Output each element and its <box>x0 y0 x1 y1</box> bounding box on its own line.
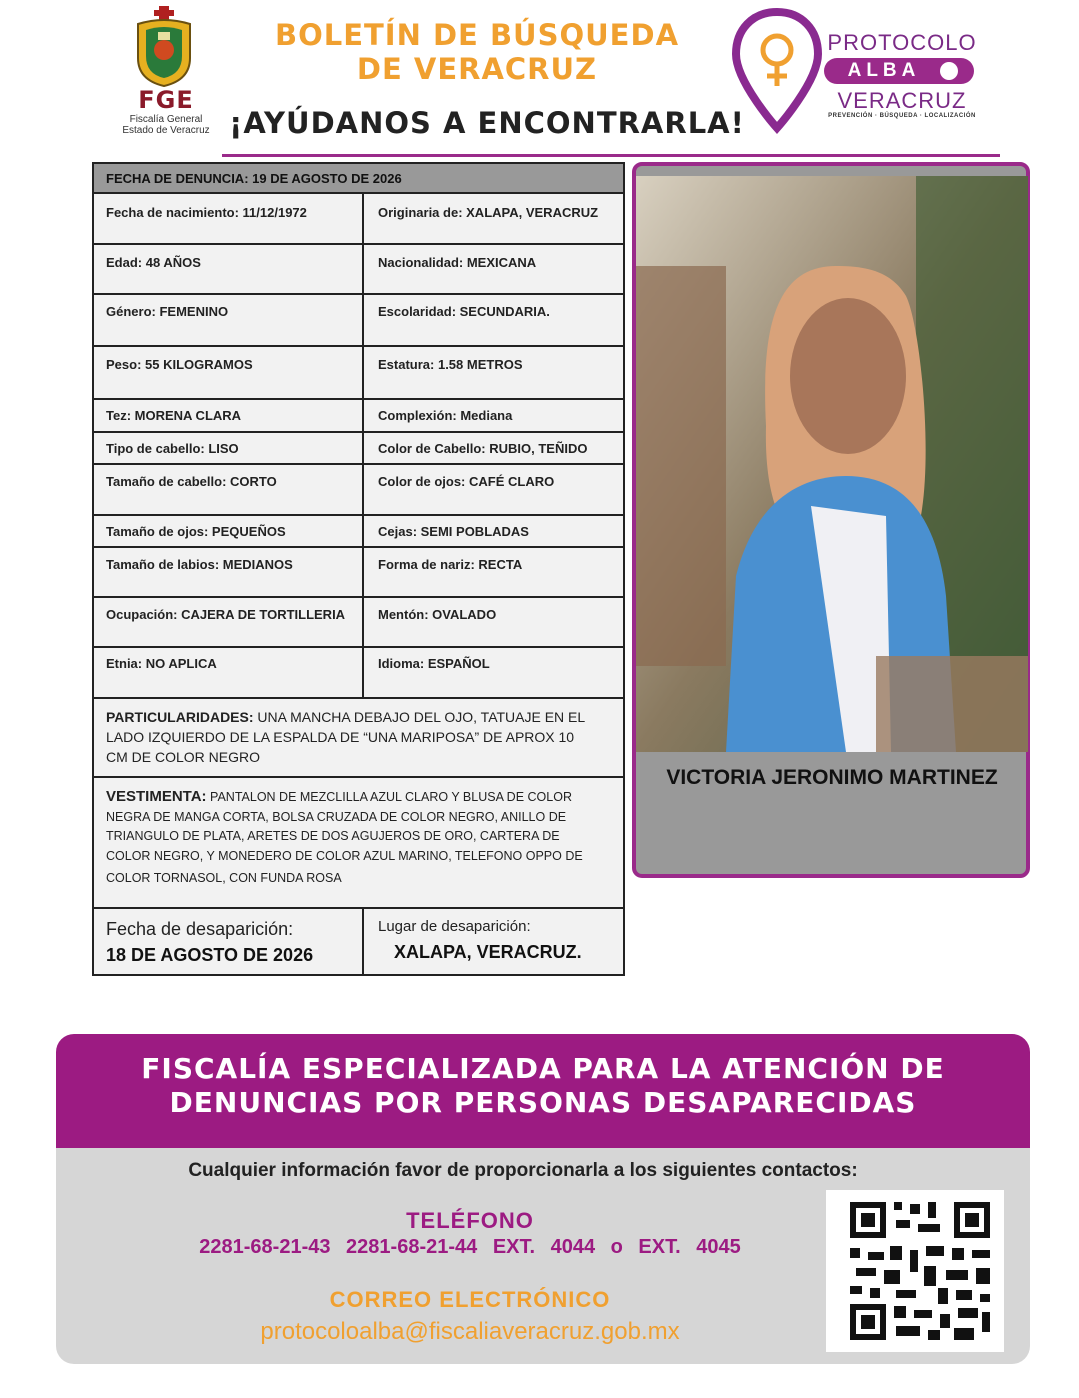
contact-intro: Cualquier información favor de proporcionarla a los siguientes contactos: <box>188 1160 858 1181</box>
protocolo-alba-pin-icon <box>730 8 824 134</box>
bulletin-title: BOLETÍN DE BÚSQUEDA DE VERACRUZ <box>274 18 680 86</box>
disappearance-date: 18 DE AGOSTO DE 2026 <box>106 945 314 965</box>
column-divider <box>362 194 364 697</box>
language: Idioma: ESPAÑOL <box>378 656 490 671</box>
fge-logo-text: FGE <box>138 86 194 114</box>
row-divider <box>92 431 625 433</box>
particularities: PARTICULARIDADES: UNA MANCHA DEBAJO DEL OJO, TATUAJE EN EL LADO IZQUIERDO DE LA ESPALDA DE “UNA MARIPOSA” DE APROX 10 CM DE COLOR NEGRO <box>106 709 586 765</box>
phone-numbers[interactable]: 2281-68-21-43 2281-68-21-44 EXT. 4044 o EXT. 4045 <box>199 1236 741 1258</box>
alba-badge-text: ALBA <box>847 60 921 81</box>
eye-size: Tamaño de ojos: PEQUEÑOS <box>106 524 286 539</box>
nose-shape: Forma de nariz: RECTA <box>378 557 523 572</box>
height: Estatura: 1.58 METROS <box>378 357 523 372</box>
agency-name: FISCALÍA ESPECIALIZADA PARA LA ATENCIÓN DE DENUNCIAS POR PERSONAS DESAPARECIDAS <box>141 1052 945 1119</box>
hair-type: Tipo de cabello: LISO <box>106 441 239 456</box>
education: Escolaridad: SECUNDARIA. <box>378 304 550 319</box>
disappearance-date-label: Fecha de desaparición: <box>106 919 294 939</box>
disappearance-place: XALAPA, VERACRUZ. <box>394 942 582 962</box>
protocol-name-line3: VERACRUZ <box>837 88 967 113</box>
nationality: Nacionalidad: MEXICANA <box>378 255 537 270</box>
weight: Peso: 55 KILOGRAMOS <box>106 357 253 372</box>
row-divider <box>92 646 625 648</box>
magnifier-icon <box>940 62 958 80</box>
missing-person-photo <box>636 176 1028 752</box>
row-divider <box>92 345 625 347</box>
call-to-action-heading: ¡AYÚDANOS A ENCONTRARLA! <box>229 106 745 140</box>
row-divider <box>92 514 625 516</box>
missing-person-name: VICTORIA JERONIMO MARTINEZ <box>666 766 998 789</box>
row-divider <box>92 243 625 245</box>
disappearance-place-label: Lugar de desaparición: <box>378 918 531 935</box>
build: Complexión: Mediana <box>378 408 513 423</box>
row-divider <box>92 546 625 548</box>
row-divider <box>92 907 625 909</box>
row-divider <box>92 596 625 598</box>
protocol-name-line1: PROTOCOLO <box>827 30 977 55</box>
row-divider <box>92 293 625 295</box>
chin: Mentón: OVALADO <box>378 607 497 622</box>
row-divider <box>92 697 625 699</box>
hair-length: Tamaño de cabello: CORTO <box>106 474 277 489</box>
lip-size: Tamaño de labios: MEDIANOS <box>106 557 293 572</box>
birth-date: Fecha de nacimiento: 11/12/1972 <box>106 205 307 220</box>
report-date: FECHA DE DENUNCIA: 19 DE AGOSTO DE 2026 <box>106 171 402 186</box>
eyebrows: Cejas: SEMI POBLADAS <box>378 524 529 539</box>
ethnicity: Etnia: NO APLICA <box>106 656 217 671</box>
phone-label: TELÉFONO <box>406 1208 534 1233</box>
header-divider <box>222 154 1000 157</box>
hair-color: Color de Cabello: RUBIO, TEÑIDO <box>378 441 588 456</box>
occupation: Ocupación: CAJERA DE TORTILLERIA <box>106 607 346 622</box>
fge-subtitle: Fiscalía General Estado de Veracruz <box>122 114 210 136</box>
row-divider <box>92 463 625 465</box>
clothing-description: VESTIMENTA: PANTALON DE MEZCLILLA AZUL CLARO Y BLUSA DE COLOR NEGRA DE MANGA CORTA, BOLSA CRUZADA DE COLOR NEGRO, ANILLO DE TRIANGULO DE PLATA, ARETES DE DOS AGUJEROS DE ORO, CARTERA DE COLOR NEGRO, Y MONEDERO DE COLOR AZUL MARINO, TELEFONO OPPO DE COLOR TORNASOL, CON FUNDA ROSA <box>106 788 583 885</box>
row-divider <box>92 398 625 400</box>
complexion-tone: Tez: MORENA CLARA <box>106 408 242 423</box>
eye-color: Color de ojos: CAFÉ CLARO <box>378 474 555 489</box>
row-divider <box>92 776 625 778</box>
column-divider <box>362 907 364 976</box>
protocol-tagline: PREVENCIÓN · BÚSQUEDA · LOCALIZACIÓN <box>828 113 976 119</box>
email-label: CORREO ELECTRÓNICO <box>329 1287 611 1312</box>
gender: Género: FEMENINO <box>106 304 229 319</box>
place-of-origin: Originaria de: XALAPA, VERACRUZ <box>378 205 599 220</box>
email-address[interactable]: protocoloalba@fiscaliaveracruz.gob.mx <box>260 1318 680 1345</box>
veracruz-coat-of-arms-icon <box>128 6 200 88</box>
qr-code-icon[interactable] <box>826 1190 1004 1352</box>
age: Edad: 48 AÑOS <box>106 255 201 270</box>
